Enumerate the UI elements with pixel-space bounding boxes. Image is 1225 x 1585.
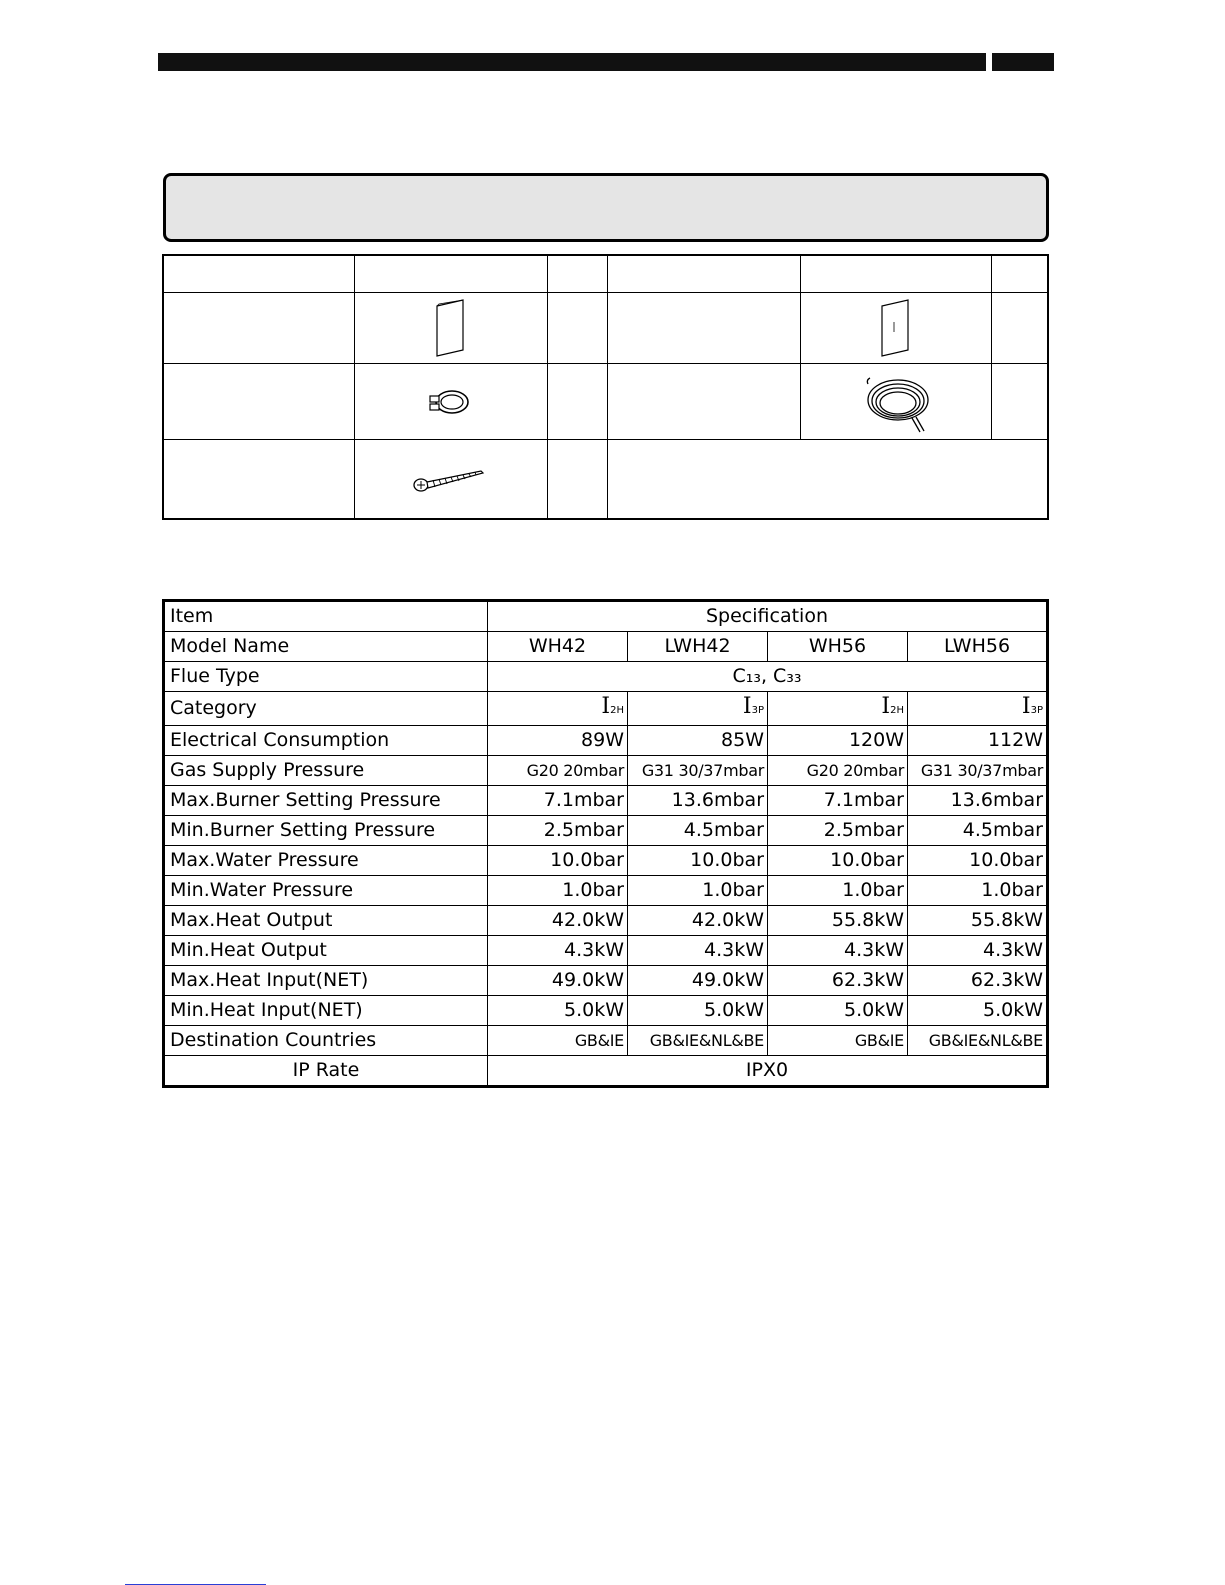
- value-cell: 62.3kW: [768, 966, 908, 996]
- wall-screw-icon: [355, 440, 547, 518]
- category-numeral: I: [1021, 694, 1031, 719]
- value-cell: 49.0kW: [628, 966, 768, 996]
- value-cell: 85W: [628, 726, 768, 756]
- hose-clip-icon: [355, 364, 547, 439]
- model-name-cell: WH56: [768, 632, 908, 662]
- accessories-table: [162, 254, 1049, 520]
- value-cell: G31 30/37mbar: [908, 756, 1048, 786]
- table-row: [164, 876, 1048, 906]
- model-name-cell: LWH56: [908, 632, 1048, 662]
- value-cell: 5.0kW: [768, 996, 908, 1026]
- value-cell: 1.0bar: [628, 876, 768, 906]
- value-cell: 13.6mbar: [628, 786, 768, 816]
- page-number-tab: [992, 53, 1054, 71]
- category-cell: [908, 692, 1048, 726]
- model-name-cell: LWH42: [628, 632, 768, 662]
- category-subscript: 3P: [751, 705, 764, 716]
- row-label: Min.Burner Setting Pressure: [164, 816, 488, 846]
- row-label: Model Name: [164, 632, 488, 662]
- category-numeral: I: [601, 694, 611, 719]
- value-cell: 42.0kW: [488, 906, 628, 936]
- table-row: [164, 692, 1048, 726]
- value-cell: 1.0bar: [488, 876, 628, 906]
- table-row: [164, 1056, 1048, 1087]
- table-row: [164, 846, 1048, 876]
- row-label: Max.Heat Output: [164, 906, 488, 936]
- row-label: Category: [164, 692, 488, 726]
- model-name-cell: WH42: [488, 632, 628, 662]
- category-cell: [488, 692, 628, 726]
- flue-type-value: C₁₃, C₃₃: [488, 662, 1048, 692]
- value-cell: 4.3kW: [908, 936, 1048, 966]
- table-row: [164, 936, 1048, 966]
- value-cell: 120W: [768, 726, 908, 756]
- table-row: [164, 756, 1048, 786]
- value-cell: GB&IE: [768, 1026, 908, 1056]
- value-cell: G20 20mbar: [768, 756, 908, 786]
- row-label: Max.Burner Setting Pressure: [164, 786, 488, 816]
- row-label: Electrical Consumption: [164, 726, 488, 756]
- value-cell: 10.0bar: [768, 846, 908, 876]
- table-row: [164, 726, 1048, 756]
- value-cell: 2.5mbar: [488, 816, 628, 846]
- table-row: [164, 1026, 1048, 1056]
- value-cell: 4.3kW: [488, 936, 628, 966]
- value-cell: 42.0kW: [628, 906, 768, 936]
- value-cell: GB&IE&NL&BE: [908, 1026, 1048, 1056]
- header-item: Item: [164, 601, 488, 632]
- value-cell: 10.0bar: [908, 846, 1048, 876]
- value-cell: 4.5mbar: [908, 816, 1048, 846]
- header-bar: [158, 53, 986, 71]
- value-cell: 10.0bar: [488, 846, 628, 876]
- category-cell: [768, 692, 908, 726]
- category-subscript: 2H: [610, 705, 624, 716]
- value-cell: 4.3kW: [768, 936, 908, 966]
- table-row: [164, 906, 1048, 936]
- category-cell: [628, 692, 768, 726]
- value-cell: 5.0kW: [628, 996, 768, 1026]
- row-label: IP Rate: [164, 1056, 488, 1087]
- value-cell: 4.5mbar: [628, 816, 768, 846]
- value-cell: 89W: [488, 726, 628, 756]
- specification-table: [162, 599, 1049, 1088]
- table-row: [164, 662, 1048, 692]
- section-heading-banner: [163, 173, 1049, 242]
- table-row: [164, 996, 1048, 1026]
- value-cell: 4.3kW: [628, 936, 768, 966]
- row-label: Destination Countries: [164, 1026, 488, 1056]
- category-numeral: I: [742, 694, 752, 719]
- category-subscript: 2H: [890, 705, 904, 716]
- value-cell: 5.0kW: [908, 996, 1048, 1026]
- row-label: Min.Heat Input(NET): [164, 996, 488, 1026]
- row-label: Flue Type: [164, 662, 488, 692]
- table-row: [164, 632, 1048, 662]
- row-label: Gas Supply Pressure: [164, 756, 488, 786]
- table-row: [164, 601, 1048, 632]
- value-cell: 10.0bar: [628, 846, 768, 876]
- value-cell: 7.1mbar: [488, 786, 628, 816]
- value-cell: 49.0kW: [488, 966, 628, 996]
- row-label: Min.Heat Output: [164, 936, 488, 966]
- row-label: Max.Heat Input(NET): [164, 966, 488, 996]
- table-row: [164, 966, 1048, 996]
- row-label: Max.Water Pressure: [164, 846, 488, 876]
- table-row: [164, 786, 1048, 816]
- value-cell: 1.0bar: [908, 876, 1048, 906]
- value-cell: 55.8kW: [768, 906, 908, 936]
- category-numeral: I: [881, 694, 891, 719]
- value-cell: 13.6mbar: [908, 786, 1048, 816]
- value-cell: 5.0kW: [488, 996, 628, 1026]
- value-cell: GB&IE&NL&BE: [628, 1026, 768, 1056]
- ip-rate-value: IPX0: [488, 1056, 1048, 1087]
- category-subscript: 3P: [1030, 705, 1043, 716]
- coiled-tube-icon: [801, 364, 991, 439]
- header-specification: Specification: [488, 601, 1048, 632]
- value-cell: 2.5mbar: [768, 816, 908, 846]
- value-cell: 62.3kW: [908, 966, 1048, 996]
- value-cell: 112W: [908, 726, 1048, 756]
- value-cell: 1.0bar: [768, 876, 908, 906]
- manual-booklet-icon: [355, 293, 547, 363]
- table-row: [164, 816, 1048, 846]
- warranty-booklet-icon: [801, 293, 991, 363]
- value-cell: GB&IE: [488, 1026, 628, 1056]
- value-cell: 55.8kW: [908, 906, 1048, 936]
- value-cell: 7.1mbar: [768, 786, 908, 816]
- row-label: Min.Water Pressure: [164, 876, 488, 906]
- value-cell: G31 30/37mbar: [628, 756, 768, 786]
- value-cell: G20 20mbar: [488, 756, 628, 786]
